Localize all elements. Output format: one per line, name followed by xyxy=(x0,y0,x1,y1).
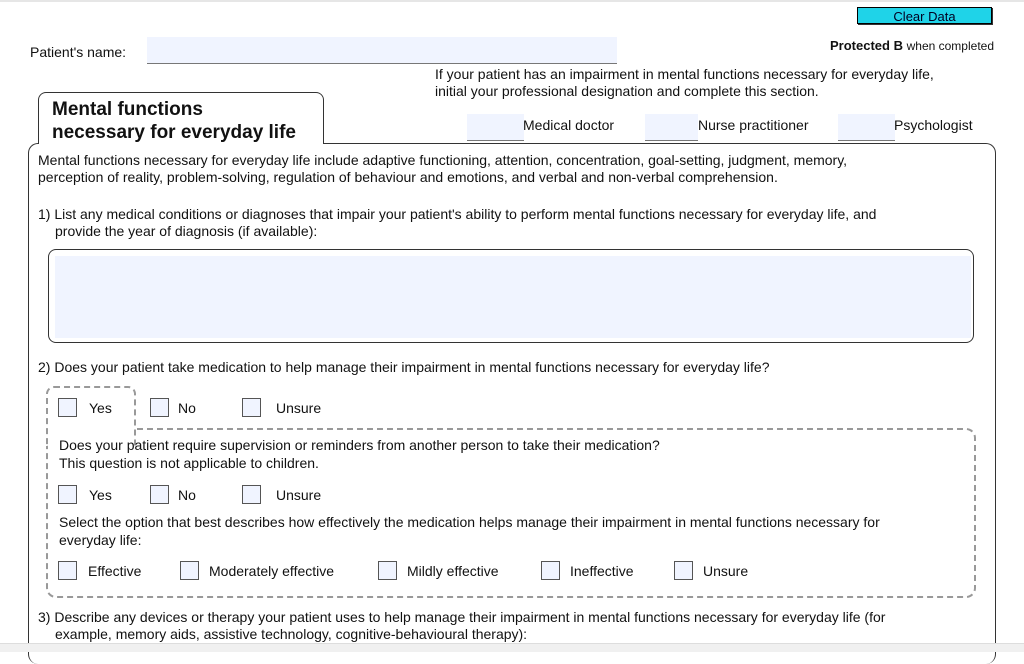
moderately-effective-label: Moderately effective xyxy=(209,563,335,579)
mildly-effective-label: Mildly effective xyxy=(407,563,499,579)
q2b-unsure-label: Unsure xyxy=(703,563,749,579)
effective-checkbox[interactable] xyxy=(58,561,77,580)
nurse-practitioner-label: Nurse practitioner xyxy=(698,117,809,133)
q2b-line: Select the option that best describes how effectively the medication helps manage their impairment in mental functions necessary for xyxy=(59,514,880,530)
section-description xyxy=(38,152,847,186)
q2a-line: This question is not applicable to children. xyxy=(59,455,319,471)
q2-no-checkbox[interactable] xyxy=(150,398,169,417)
q3-line: 3) Describe any devices or therapy your patient uses to help manage their impairment in mental functions necessary for everyday life (for xyxy=(38,609,886,625)
q1-line: 1) List any medical conditions or diagnoses that impair your patient's ability to perform mental functions necessary for everyday life, and xyxy=(38,206,877,222)
q2b-unsure-checkbox[interactable] xyxy=(674,561,693,580)
patient-name-input[interactable] xyxy=(147,37,617,64)
q2-yes-checkbox[interactable] xyxy=(58,398,77,417)
q2a-no-label: No xyxy=(178,487,196,503)
section-title-tab xyxy=(38,92,324,144)
q2a-yes-label: Yes xyxy=(89,487,112,503)
q2-unsure-label: Unsure xyxy=(276,400,322,416)
effective-label: Effective xyxy=(88,563,142,579)
medical-doctor-label: Medical doctor xyxy=(523,117,615,133)
question-2: 2) Does your patient take medication to help manage their impairment in mental functions necessary for everyday life? xyxy=(38,359,770,375)
description-line: Mental functions necessary for everyday life include adaptive functioning, attention, concentration, goal-setting, judgment, memory, xyxy=(38,152,848,168)
mildly-effective-checkbox[interactable] xyxy=(378,561,397,580)
q2-unsure-checkbox[interactable] xyxy=(242,398,261,417)
q2-yes-label: Yes xyxy=(89,400,112,416)
protected-b-label: Protected B xyxy=(830,38,903,53)
intro-line: initial your professional designation and complete this section. xyxy=(435,83,819,99)
protected-b-rest: when completed xyxy=(906,39,994,53)
q2a-line: Does your patient require supervision or reminders from another person to take their medication? xyxy=(59,437,660,453)
q2-no-label: No xyxy=(178,400,196,416)
q3-line: example, memory aids, assistive technology, cognitive-behavioural therapy): xyxy=(55,626,528,642)
psychologist-label: Psychologist xyxy=(894,117,973,133)
q1-line: provide the year of diagnosis (if available): xyxy=(55,223,318,239)
q2a-unsure-checkbox[interactable] xyxy=(242,485,261,504)
ineffective-label: Ineffective xyxy=(570,563,634,579)
q2a-no-checkbox[interactable] xyxy=(150,485,169,504)
intro-line: If your patient has an impairment in mental functions necessary for everyday life, xyxy=(435,66,934,82)
q2b-line: everyday life: xyxy=(59,532,142,548)
description-line: perception of reality, problem-solving, regulation of behaviour and emotions, and verbal and non-verbal comprehension. xyxy=(38,169,778,185)
q2a-unsure-label: Unsure xyxy=(276,487,322,503)
q2a-yes-checkbox[interactable] xyxy=(58,485,77,504)
question-1 xyxy=(38,206,876,240)
patient-name-label: Patient's name: xyxy=(30,44,127,60)
q1-conditions-textarea[interactable] xyxy=(55,256,971,338)
protected-b-notice xyxy=(830,38,994,53)
nurse-practitioner-initials-input[interactable] xyxy=(645,114,698,141)
question-2a xyxy=(59,436,660,472)
section-title-line: necessary for everyday life xyxy=(52,122,296,143)
psychologist-initials-input[interactable] xyxy=(838,114,895,141)
moderately-effective-checkbox[interactable] xyxy=(180,561,199,580)
clear-data-button[interactable]: Clear Data xyxy=(857,7,992,24)
medical-doctor-initials-input[interactable] xyxy=(467,114,524,141)
top-border xyxy=(0,0,1024,2)
question-2b xyxy=(59,513,880,549)
question-3 xyxy=(38,609,885,643)
ineffective-checkbox[interactable] xyxy=(541,561,560,580)
section-title-line: Mental functions xyxy=(52,99,203,120)
intro-text xyxy=(435,66,934,100)
